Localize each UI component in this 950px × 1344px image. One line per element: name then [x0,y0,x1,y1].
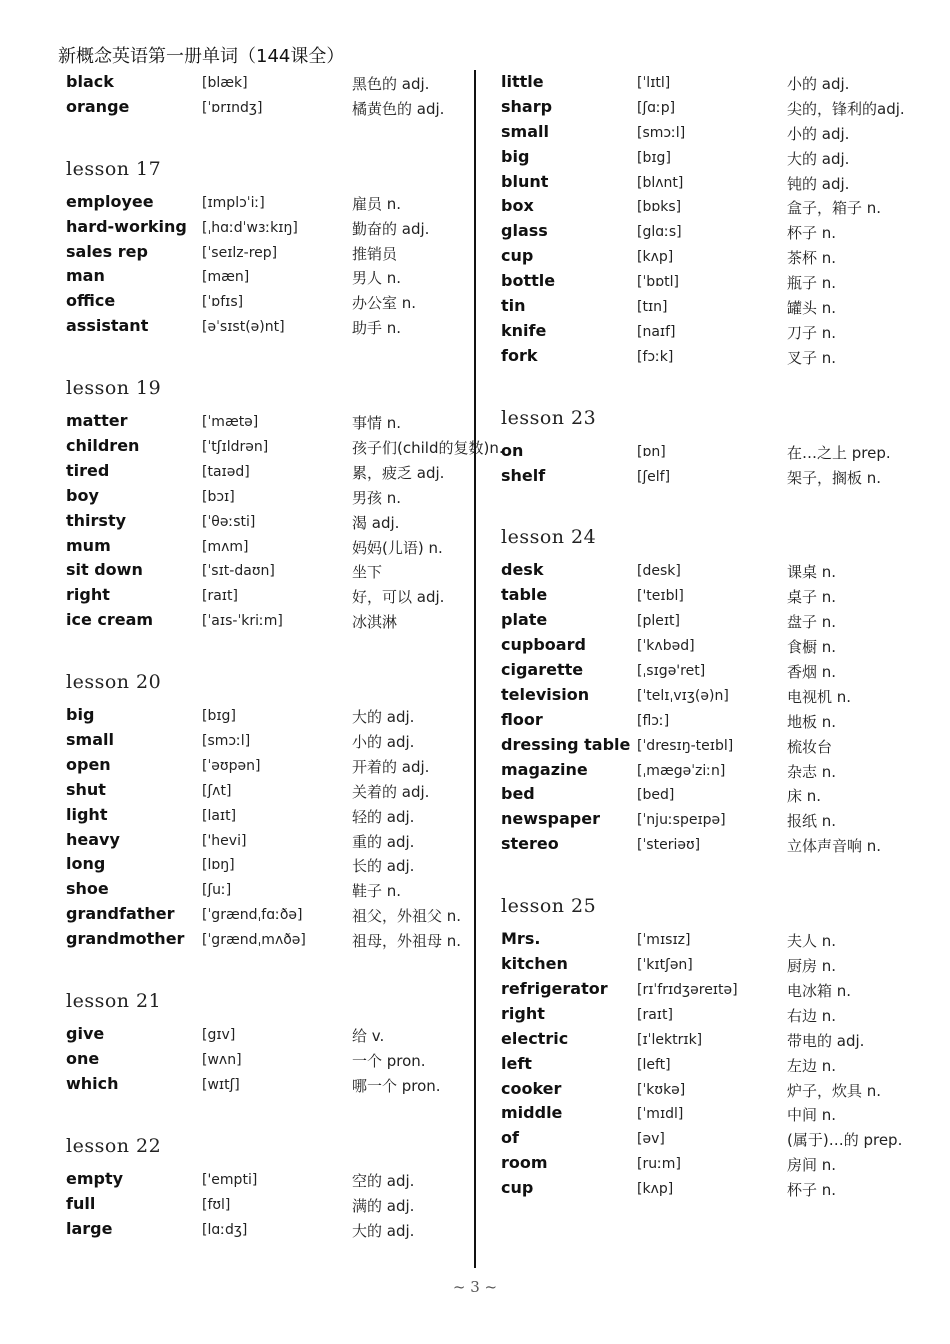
vocab-meaning: 给 v. [352,1027,385,1046]
vocab-row [501,927,950,952]
vocab-phonetic: [naɪf] [637,323,676,340]
vocab-word: cigarette [501,660,584,680]
vocab-meaning: 一个 pron. [352,1051,426,1070]
vocab-phonetic: [ʃelf] [637,468,671,485]
page-header: 新概念英语第一册单词（144课全） [58,46,345,67]
vocab-meaning: 轻的 adj. [352,807,415,826]
vocab-phonetic: [ˈsteriəʊ] [637,837,701,854]
vocab-phonetic: [rɪˈfrɪdʒəreɪtə] [637,981,738,998]
vocab-phonetic: [ruːm] [637,1156,681,1173]
vocab-word: give [66,1024,105,1044]
lesson-heading: lesson 20 [66,671,162,694]
vocab-word: middle [501,1103,563,1123]
lesson-heading: lesson 24 [501,526,597,549]
vocab-phonetic: [lɑːdʒ] [202,1221,248,1238]
vocab-meaning: 妈妈(儿语) n. [352,538,443,557]
vocab-phonetic: [raɪt] [202,588,238,605]
vocab-word: open [66,754,111,774]
vocab-word: cupboard [501,635,586,655]
vocab-phonetic: [blʌnt] [637,174,684,191]
vocab-row [66,583,516,608]
vocab-word: grandfather [66,904,175,924]
vocab-meaning: 刀子 n. [787,323,837,342]
vocab-phonetic: ['hevi] [202,832,247,849]
vocab-meaning: 雇员 n. [352,194,402,213]
vocab-row [66,484,516,509]
vocab-word: empty [66,1168,124,1188]
vocab-row [501,758,950,783]
vocab-meaning: 关着的 adj. [352,782,430,801]
vocab-word: cup [501,1178,534,1198]
vocab-row [501,708,950,733]
right-column [501,70,950,1201]
vocab-word: assistant [66,316,149,336]
vocab-phonetic: [ˈkʊkə] [637,1081,686,1098]
vocab-meaning: 杯子 n. [787,1181,837,1200]
vocab-row [501,1126,950,1151]
vocab-word: refrigerator [501,978,608,998]
vocab-word: of [501,1128,519,1148]
vocab-word: shoe [66,879,109,899]
vocab-row [501,70,950,95]
vocab-meaning: 瓶子 n. [787,274,837,293]
vocab-phonetic: [fʊl] [202,1196,231,1213]
vocab-phonetic: [ˈlɪtl] [637,75,671,91]
vocab-word: matter [66,411,128,431]
vocab-phonetic: [ˌhɑːdˈwɜːkɪŋ] [202,219,298,236]
vocab-row [501,464,950,489]
vocab-row [501,977,950,1002]
vocab-row [66,1167,516,1192]
vocab-phonetic: [taɪəd] [202,463,250,480]
vocab-phonetic: [ɪmplɔˈiː] [202,194,265,211]
vocab-meaning: 立体声音响 n. [787,837,882,856]
vocab-meaning: 鞋子 n. [352,882,402,901]
vocab-meaning: 夫人 n. [787,932,837,951]
vocab-row [66,753,516,778]
vocab-meaning: 哪一个 pron. [352,1076,441,1095]
vocab-word: dressing table [501,734,631,754]
vocab-meaning: 尖的，锋利的adj. [787,99,905,118]
vocab-word: full [66,1193,96,1213]
vocab-word: office [66,291,116,311]
vocab-word: small [501,121,549,141]
lesson-heading: lesson 17 [66,157,162,180]
vocab-word: large [66,1218,113,1238]
vocab-phonetic: [ˌmægəˈziːn] [637,762,726,779]
vocab-word: tired [66,460,110,480]
vocab-row [501,832,950,857]
vocab-meaning: 坐下 [352,563,383,582]
vocab-phonetic: [ˈaɪs-ˈkriːm] [202,613,283,630]
vocab-word: bottle [501,271,556,291]
vocab-word: fork [501,345,538,365]
vocab-meaning: 钝的 adj. [787,174,850,193]
vocab-word: shut [66,779,106,799]
vocab-row [66,828,516,853]
vocab-word: room [501,1153,548,1173]
vocab-meaning: 茶杯 n. [787,249,837,268]
vocab-meaning: 在…之上 prep. [787,443,891,462]
vocab-row [66,240,516,265]
vocab-meaning: 杯子 n. [787,224,837,243]
vocab-row [66,215,516,240]
vocab-meaning: 橘黄色的 adj. [352,99,445,118]
vocab-phonetic: [əˈsɪst(ə)nt] [202,319,285,336]
vocab-phonetic: [glɑːs] [637,224,682,241]
vocab-row [501,952,950,977]
vocab-phonetic: [bɪg] [202,708,236,725]
vocab-phonetic: [desk] [637,563,681,580]
vocab-row [501,1151,950,1176]
vocab-phonetic: [bɒks] [637,199,682,216]
vocab-row [66,434,516,459]
vocab-phonetic: [bed] [637,787,675,804]
vocab-phonetic: ['empti] [202,1171,258,1188]
vocab-meaning: 中间 n. [787,1106,837,1125]
vocab-phonetic: [ˈkɪtʃən] [637,957,693,974]
vocab-meaning: 渴 adj. [352,513,400,532]
vocab-meaning: 满的 adj. [352,1196,415,1215]
vocab-meaning: 罐头 n. [787,299,837,318]
vocab-row [66,459,516,484]
vocab-phonetic: [raɪt] [637,1006,673,1023]
vocab-phonetic: [ˈəʊpən] [202,757,261,774]
vocab-word: man [66,266,105,286]
vocab-row [501,194,950,219]
vocab-word: which [66,1073,119,1093]
vocab-word: orange [66,96,130,116]
vocab-row [66,902,516,927]
vocab-row [501,683,950,708]
vocab-word: on [501,440,524,460]
vocab-word: sales rep [66,241,148,261]
vocab-meaning: (属于)…的 prep. [787,1131,903,1150]
vocab-meaning: 助手 n. [352,319,402,338]
vocab-row [66,803,516,828]
vocab-meaning: 大的 adj. [352,1221,415,1240]
vocab-word: kitchen [501,954,568,974]
vocab-word: sit down [66,560,143,580]
vocab-row [66,190,516,215]
vocab-row [66,778,516,803]
vocab-meaning: 课桌 n. [787,563,837,582]
vocab-word: newspaper [501,809,600,829]
vocab-row [66,877,516,902]
vocab-phonetic: [bɪg] [637,149,671,166]
vocab-phonetic: [ˈgrændˌmʌðə] [202,932,306,949]
vocab-phonetic: [ˈsɪt-daʊn] [202,563,275,580]
lesson-heading: lesson 21 [66,990,162,1013]
vocab-word: tin [501,296,526,316]
vocab-meaning: 架子，搁板 n. [787,468,882,487]
vocab-row [66,534,516,559]
vocab-word: knife [501,320,547,340]
vocab-row [66,852,516,877]
vocab-row [501,439,950,464]
vocab-word: ice cream [66,610,154,630]
vocab-meaning: 勤奋的 adj. [352,219,430,238]
vocab-meaning: 男人 n. [352,269,402,288]
vocab-word: little [501,72,544,91]
vocab-word: Mrs. [501,929,541,949]
vocab-row [501,219,950,244]
vocab-row [66,95,516,120]
vocab-phonetic: [ɒn] [637,443,666,460]
vocab-row [66,1072,516,1097]
vocab-phonetic: [mʌm] [202,538,249,555]
vocab-phonetic: [bɔɪ] [202,488,235,505]
vocab-phonetic: [ˈbɒtl] [637,274,679,291]
vocab-row [501,120,950,145]
vocab-meaning: 电视机 n. [787,687,852,706]
vocab-meaning: 男孩 n. [352,488,402,507]
vocab-row [501,319,950,344]
vocab-phonetic: [smɔːl] [202,733,251,750]
vocab-word: big [66,705,95,725]
vocab-meaning: 炉子，炊具 n. [787,1081,882,1100]
vocab-meaning: 开着的 adj. [352,757,430,776]
vocab-phonetic: [gɪv] [202,1027,236,1044]
vocab-word: grandmother [66,929,185,949]
vocab-word: bed [501,784,535,804]
vocab-meaning: 祖父，外祖父 n. [352,907,462,926]
vocab-word: light [66,804,108,824]
vocab-row [66,264,516,289]
vocab-word: blunt [501,171,549,191]
vocab-meaning: 冰淇淋 [352,613,398,632]
vocab-phonetic: [kʌp] [637,249,674,266]
vocab-row [501,95,950,120]
vocab-meaning: 小的 adj. [352,733,415,752]
vocab-phonetic: [ˈnjuːspeɪpə] [637,812,726,829]
vocab-phonetic: ['teɪbl] [637,588,684,605]
vocab-phonetic: [ˈmɪdl] [637,1106,684,1123]
vocab-row [66,70,516,95]
vocab-meaning: 杂志 n. [787,762,837,781]
vocab-row [501,1052,950,1077]
vocab-word: left [501,1053,532,1073]
vocab-meaning: 小的 adj. [787,75,850,93]
vocab-meaning: 盒子，箱子 n. [787,199,882,218]
vocab-word: cup [501,246,534,266]
vocab-row [66,409,516,434]
vocab-meaning: 右边 n. [787,1006,837,1025]
vocab-meaning: 大的 adj. [352,708,415,727]
vocab-row [501,807,950,832]
vocab-phonetic: [ˈseɪlz-rep] [202,244,278,261]
vocab-meaning: 床 n. [787,787,822,806]
vocab-meaning: 电冰箱 n. [787,981,852,1000]
vocab-meaning: 厨房 n. [787,957,837,976]
vocab-row [501,294,950,319]
vocab-row [501,558,950,583]
vocab-meaning: 大的 adj. [787,149,850,168]
vocab-word: stereo [501,834,559,854]
vocab-word: plate [501,610,548,630]
vocab-row [501,1101,950,1126]
vocab-row [501,658,950,683]
vocab-row [66,728,516,753]
vocab-word: floor [501,709,543,729]
vocab-row [66,314,516,339]
vocab-row [501,244,950,269]
vocab-row [501,1176,950,1201]
vocab-meaning: 黑色的 adj. [352,75,430,93]
vocab-row [66,703,516,728]
vocab-phonetic: [flɔː] [637,712,670,729]
vocab-word: heavy [66,829,120,849]
vocab-word: small [66,730,114,750]
vocab-meaning: 左边 n. [787,1056,837,1075]
lesson-heading: lesson 23 [501,406,597,429]
vocab-row [501,344,950,369]
vocab-phonetic: [smɔːl] [637,124,686,141]
vocab-row [501,633,950,658]
vocab-word: electric [501,1028,569,1048]
vocab-phonetic: [kʌp] [637,1181,674,1198]
vocab-phonetic: [ɪˈlektrɪk] [637,1031,703,1048]
vocab-meaning: 带电的 adj. [787,1031,865,1050]
vocab-row [501,145,950,170]
vocab-row [501,170,950,195]
vocab-meaning: 重的 adj. [352,832,415,851]
vocab-phonetic: [fɔːk] [637,348,674,365]
vocab-phonetic: [əv] [637,1131,665,1148]
vocab-phonetic: [ˈkʌbəd] [637,638,695,655]
vocab-phonetic: [mæn] [202,269,250,286]
vocab-word: right [66,585,110,605]
vocab-row [501,1077,950,1102]
vocab-row [66,1217,516,1242]
vocab-row [501,1027,950,1052]
vocab-word: employee [66,191,154,211]
vocab-row [501,1002,950,1027]
vocab-phonetic: [wɪtʃ] [202,1076,240,1093]
lesson-heading: lesson 19 [66,377,162,400]
vocab-word: table [501,585,548,605]
vocab-meaning: 好，可以 adj. [352,588,445,607]
vocab-row [66,1022,516,1047]
lesson-heading: lesson 22 [66,1134,162,1157]
vocab-meaning: 祖母，外祖母 n. [352,932,462,951]
vocab-meaning: 盘子 n. [787,613,837,632]
vocab-row [66,1192,516,1217]
vocab-meaning: 叉子 n. [787,348,837,367]
vocab-phonetic: [ˈθəːsti] [202,513,256,530]
vocab-meaning: 梳妆台 [787,737,833,756]
vocab-word: shelf [501,465,546,485]
vocab-phonetic: [ˈmætə] [202,414,259,431]
vocab-phonetic: [ˌsɪgə'ret] [637,663,706,680]
vocab-word: mum [66,535,111,555]
vocab-word: children [66,436,140,456]
vocab-meaning: 推销员 [352,244,398,263]
vocab-meaning: 空的 adj. [352,1171,415,1190]
vocab-phonetic: [lɒŋ] [202,857,235,874]
vocab-row [66,927,516,952]
vocab-row [66,289,516,314]
vocab-row [66,608,516,633]
vocab-word: long [66,854,106,874]
vocab-meaning: 房间 n. [787,1156,837,1175]
vocab-phonetic: [ˈtʃɪldrən] [202,439,269,456]
vocab-word: television [501,684,590,704]
page-number: ~ 3 ~ [452,1278,498,1296]
vocab-word: cooker [501,1078,562,1098]
vocab-meaning: 报纸 n. [787,812,837,831]
vocab-phonetic: [ˈɒfɪs] [202,294,244,311]
vocab-word: desk [501,560,544,580]
vocab-word: magazine [501,759,588,779]
vocab-word: thirsty [66,510,127,530]
vocab-row [501,733,950,758]
vocab-word: big [501,146,530,166]
left-column [66,70,516,1241]
vocab-phonetic: [ʃɑːp] [637,99,676,116]
vocab-phonetic: [ˈtelɪˌvɪʒ(ə)n] [637,687,729,704]
lesson-heading: lesson 25 [501,895,597,918]
vocab-row [501,608,950,633]
vocab-phonetic: [left] [637,1056,671,1073]
vocab-phonetic: [ˈmɪsɪz] [637,932,691,949]
vocab-phonetic: [ʃuː] [202,882,232,899]
vocab-phonetic: [ʃʌt] [202,782,232,799]
vocab-phonetic: [ˈɒrɪndʒ] [202,99,263,116]
vocab-phonetic: [tɪn] [637,299,668,316]
vocab-meaning: 桌子 n. [787,588,837,607]
vocab-phonetic: [pleɪt] [637,613,681,630]
vocab-meaning: 香烟 n. [787,663,837,682]
vocab-meaning: 小的 adj. [787,124,850,143]
vocab-word: one [66,1048,100,1068]
vocab-word: box [501,196,534,216]
vocab-word: black [66,72,114,91]
vocab-phonetic: [blæk] [202,75,248,91]
vocab-phonetic: [wʌn] [202,1051,242,1068]
vocab-row [501,269,950,294]
vocab-row [66,558,516,583]
vocab-word: boy [66,485,99,505]
vocab-phonetic: [ˈdresɪŋ-teɪbl] [637,737,734,754]
vocab-meaning: 食橱 n. [787,638,837,657]
vocab-meaning: 事情 n. [352,414,402,433]
vocab-meaning: 孩子们(child的复数)n. [352,439,504,458]
vocab-meaning: 长的 adj. [352,857,415,876]
vocab-phonetic: [laɪt] [202,807,237,824]
vocab-word: sharp [501,96,553,116]
vocab-row [501,583,950,608]
vocab-word: hard-working [66,216,187,236]
vocab-meaning: 累，疲乏 adj. [352,463,445,482]
vocab-row [66,1047,516,1072]
vocab-word: glass [501,221,548,241]
vocab-meaning: 地板 n. [787,712,837,731]
vocab-row [501,782,950,807]
vocab-word: right [501,1003,545,1023]
vocab-phonetic: [ˈgrændˌfɑːðə] [202,907,303,924]
vocab-meaning: 办公室 n. [352,294,417,313]
vocab-row [66,509,516,534]
